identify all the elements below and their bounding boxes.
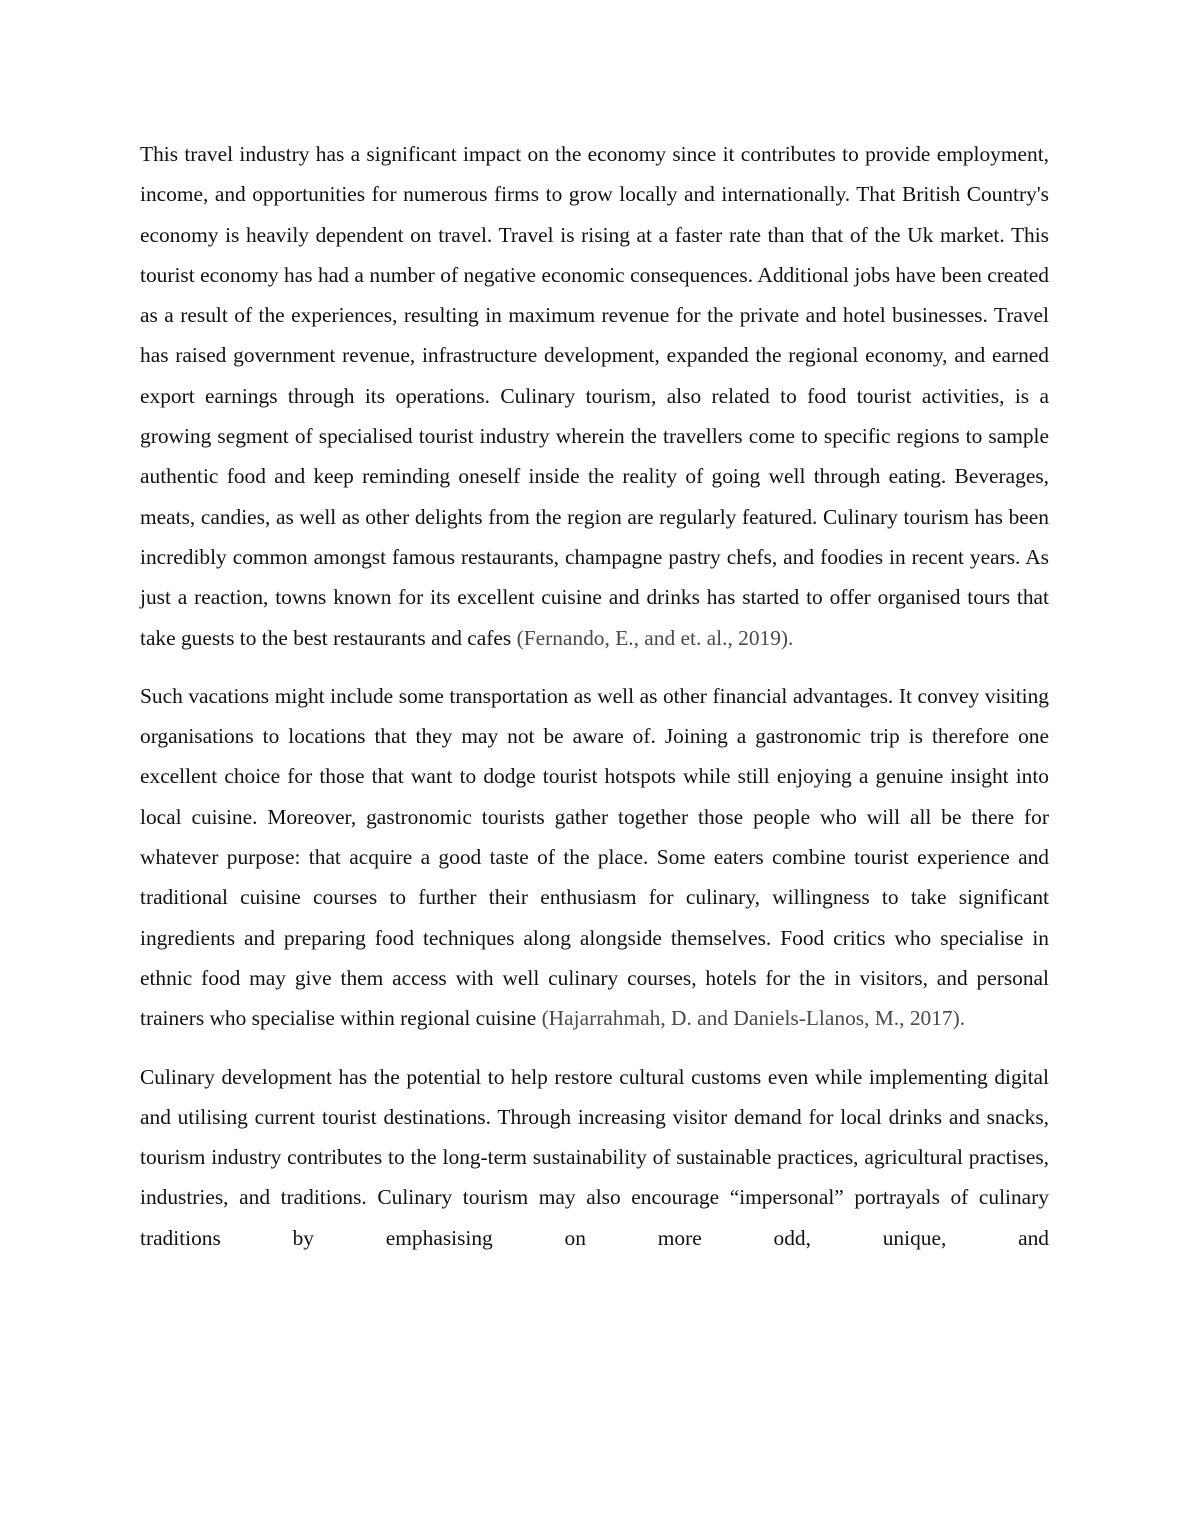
paragraph-text: This travel industry has a significant impact on the economy since it contributes to provide employment, income, and opportunities for numerous firms to grow locally and internationally. That British Country's economy is heavily dependent on travel. Travel is rising at a faster rate than that of the Uk market. This tourist economy has had a number of negative economic consequences. Additional jobs have been created as a result of the experiences, resulting in maximum revenue for the private and hotel businesses. Travel has raised government revenue, infrastructure development, expanded the regional economy, and earned export earnings through its operations. Culinary tourism, also related to food tourist activities, is a growing segment of specialised tourist industry wherein the travellers come to specific regions to sample authentic food and keep reminding oneself inside the reality of going well through eating. Beverages, meats, candies, as well as other delights from the region are regularly featured. Culinary tourism has been incredibly common amongst famous restaurants, champagne pastry chefs, and foodies in recent years. As just a reaction, towns known for its excellent cuisine and drinks has started to offer organised tours that take guests to the best restaurants and cafes bbox=[140, 142, 1049, 650]
paragraph-travel-industry-impact bbox=[140, 134, 1049, 658]
paragraph-text: Culinary development has the potential to help restore cultural customs even while implementing digital and utilising current tourist destinations. Through increasing visitor demand for local drinks and snacks, tourism industry contributes to the long-term sustainability of sustainable practices, agricultural practises, industries, and traditions. Culinary tourism may also encourage “impersonal” portrayals of culinary traditions by emphasising on more odd, unique, and bbox=[140, 1064, 1049, 1250]
paragraph-gastronomic-vacations bbox=[140, 676, 1049, 1039]
document-body bbox=[140, 134, 1049, 1276]
citation-fernando: (Fernando, E., and et. al., 2019). bbox=[516, 625, 794, 650]
citation-hajarrahmah: (Hajarrahmah, D. and Daniels-Llanos, M., 2017). bbox=[541, 1006, 966, 1031]
paragraph-text: Such vacations might include some transportation as well as other financial advantages. It convey visiting organisations to locations that they may not be aware of. Joining a gastronomic trip is therefore one excellent choice for those that want to dodge tourist hotspots while still enjoying a genuine insight into local cuisine. Moreover, gastronomic tourists gather together those people who will all be there for whatever purpose: that acquire a good taste of the place. Some eaters combine tourist experience and traditional cuisine courses to further their enthusiasm for culinary, willingness to take significant ingredients and preparing food techniques along alongside themselves. Food critics who specialise in ethnic food may give them access with well culinary courses, hotels for the in visitors, and personal trainers who specialise within regional cuisine bbox=[140, 683, 1049, 1031]
paragraph-culinary-development bbox=[140, 1057, 1049, 1258]
